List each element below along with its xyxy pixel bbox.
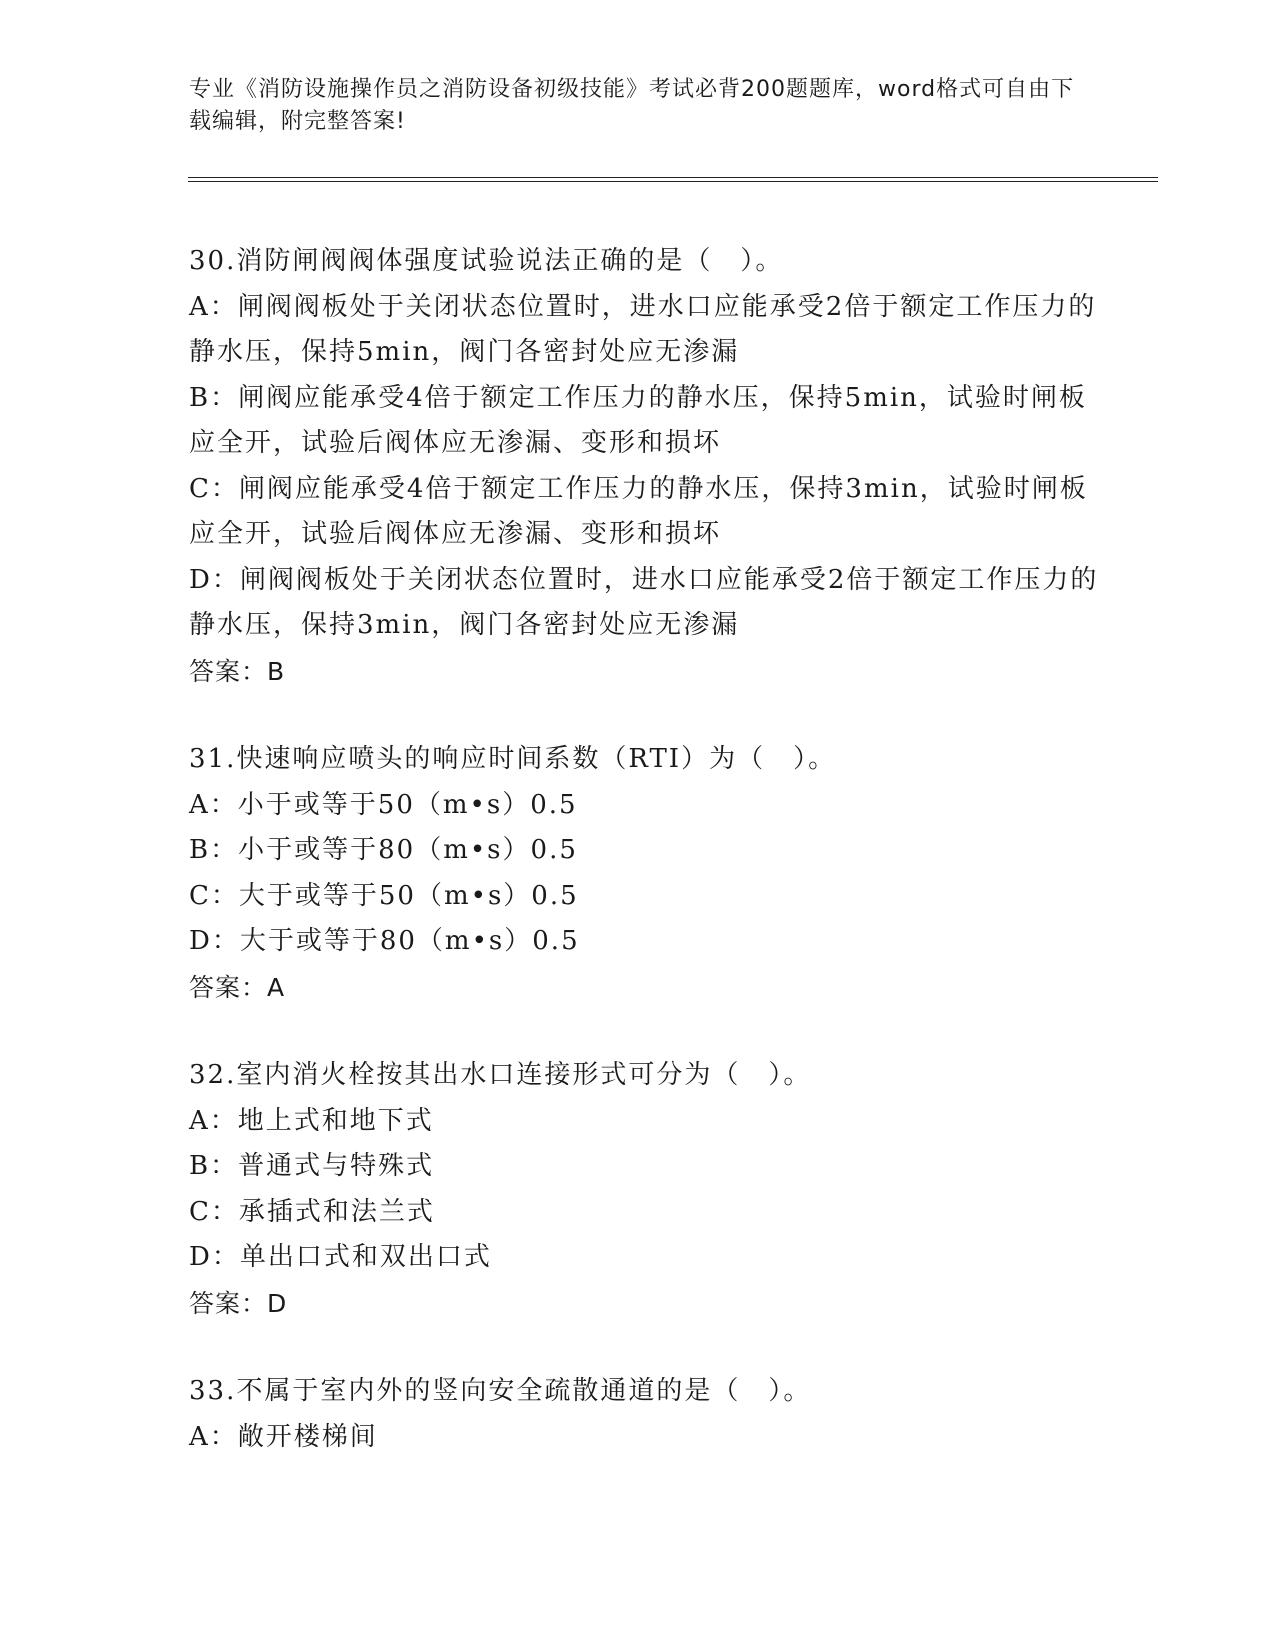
answer-label: 答案：: [189, 972, 268, 1002]
option-d: D：闸阀阀板处于关闭状态位置时，进水口应能承受2倍于额定工作压力的静水压，保持3min，阀门各密封处应无渗漏: [189, 564, 1099, 640]
header-divider-bottom: [188, 181, 1158, 182]
question-31: [189, 737, 1109, 1010]
option-c: C：承插式和法兰式: [189, 1196, 435, 1227]
option-b: B：普通式与特殊式: [189, 1151, 435, 1181]
option-a: A：地上式和地下式: [189, 1105, 434, 1136]
option-c: C：大于或等于50（m•s）0.5: [189, 880, 579, 911]
answer-line: [189, 965, 1109, 1011]
answer-value: B: [267, 656, 286, 686]
option-d: D：大于或等于80（m•s）0.5: [189, 926, 580, 956]
option-b: B：小于或等于80（m•s）0.5: [189, 835, 578, 865]
question-stem: 33.不属于室内外的竖向安全疏散通道的是（ ）。: [189, 1376, 812, 1406]
answer-line: [189, 649, 1109, 695]
option-a: A：敞开楼梯间: [189, 1421, 378, 1452]
question-30: [189, 239, 1109, 694]
option-a: A：小于或等于50（m•s）0.5: [189, 789, 578, 820]
answer-value: D: [267, 1288, 288, 1318]
option-c: C：闸阀应能承受4倍于额定工作压力的静水压，保持3min，试验时闸板应全开，试验后阀体应无渗漏、变形和损坏: [189, 473, 1088, 549]
document-header: [189, 74, 1089, 138]
answer-label: 答案：: [189, 656, 268, 686]
question-32: [189, 1053, 1109, 1326]
question-33: [189, 1369, 1109, 1460]
header-title: 专业《消防设施操作员之消防设备初级技能》考试必背200题题库，word格式可自由下载编辑，附完整答案!: [189, 77, 1075, 134]
answer-value: A: [267, 972, 286, 1002]
option-d: D：单出口式和双出口式: [189, 1242, 492, 1272]
question-stem: 32.室内消火栓按其出水口连接形式可分为（ ）。: [189, 1060, 812, 1090]
option-b: B：闸阀应能承受4倍于额定工作压力的静水压，保持5min，试验时闸板应全开，试验后阀体应无渗漏、变形和损坏: [189, 382, 1087, 458]
question-stem: 30.消防闸阀阀体强度试验说法正确的是（ ）。: [189, 246, 784, 276]
option-a: A：闸阀阀板处于关闭状态位置时，进水口应能承受2倍于额定工作压力的静水压，保持5min，阀门各密封处应无渗漏: [189, 291, 1097, 367]
answer-line: [189, 1281, 1109, 1327]
question-list: [189, 239, 1109, 1503]
header-divider-top: [188, 177, 1158, 178]
answer-label: 答案：: [189, 1288, 268, 1318]
question-stem: 31.快速响应喷头的响应时间系数（RTI）为（ ）。: [189, 744, 837, 774]
